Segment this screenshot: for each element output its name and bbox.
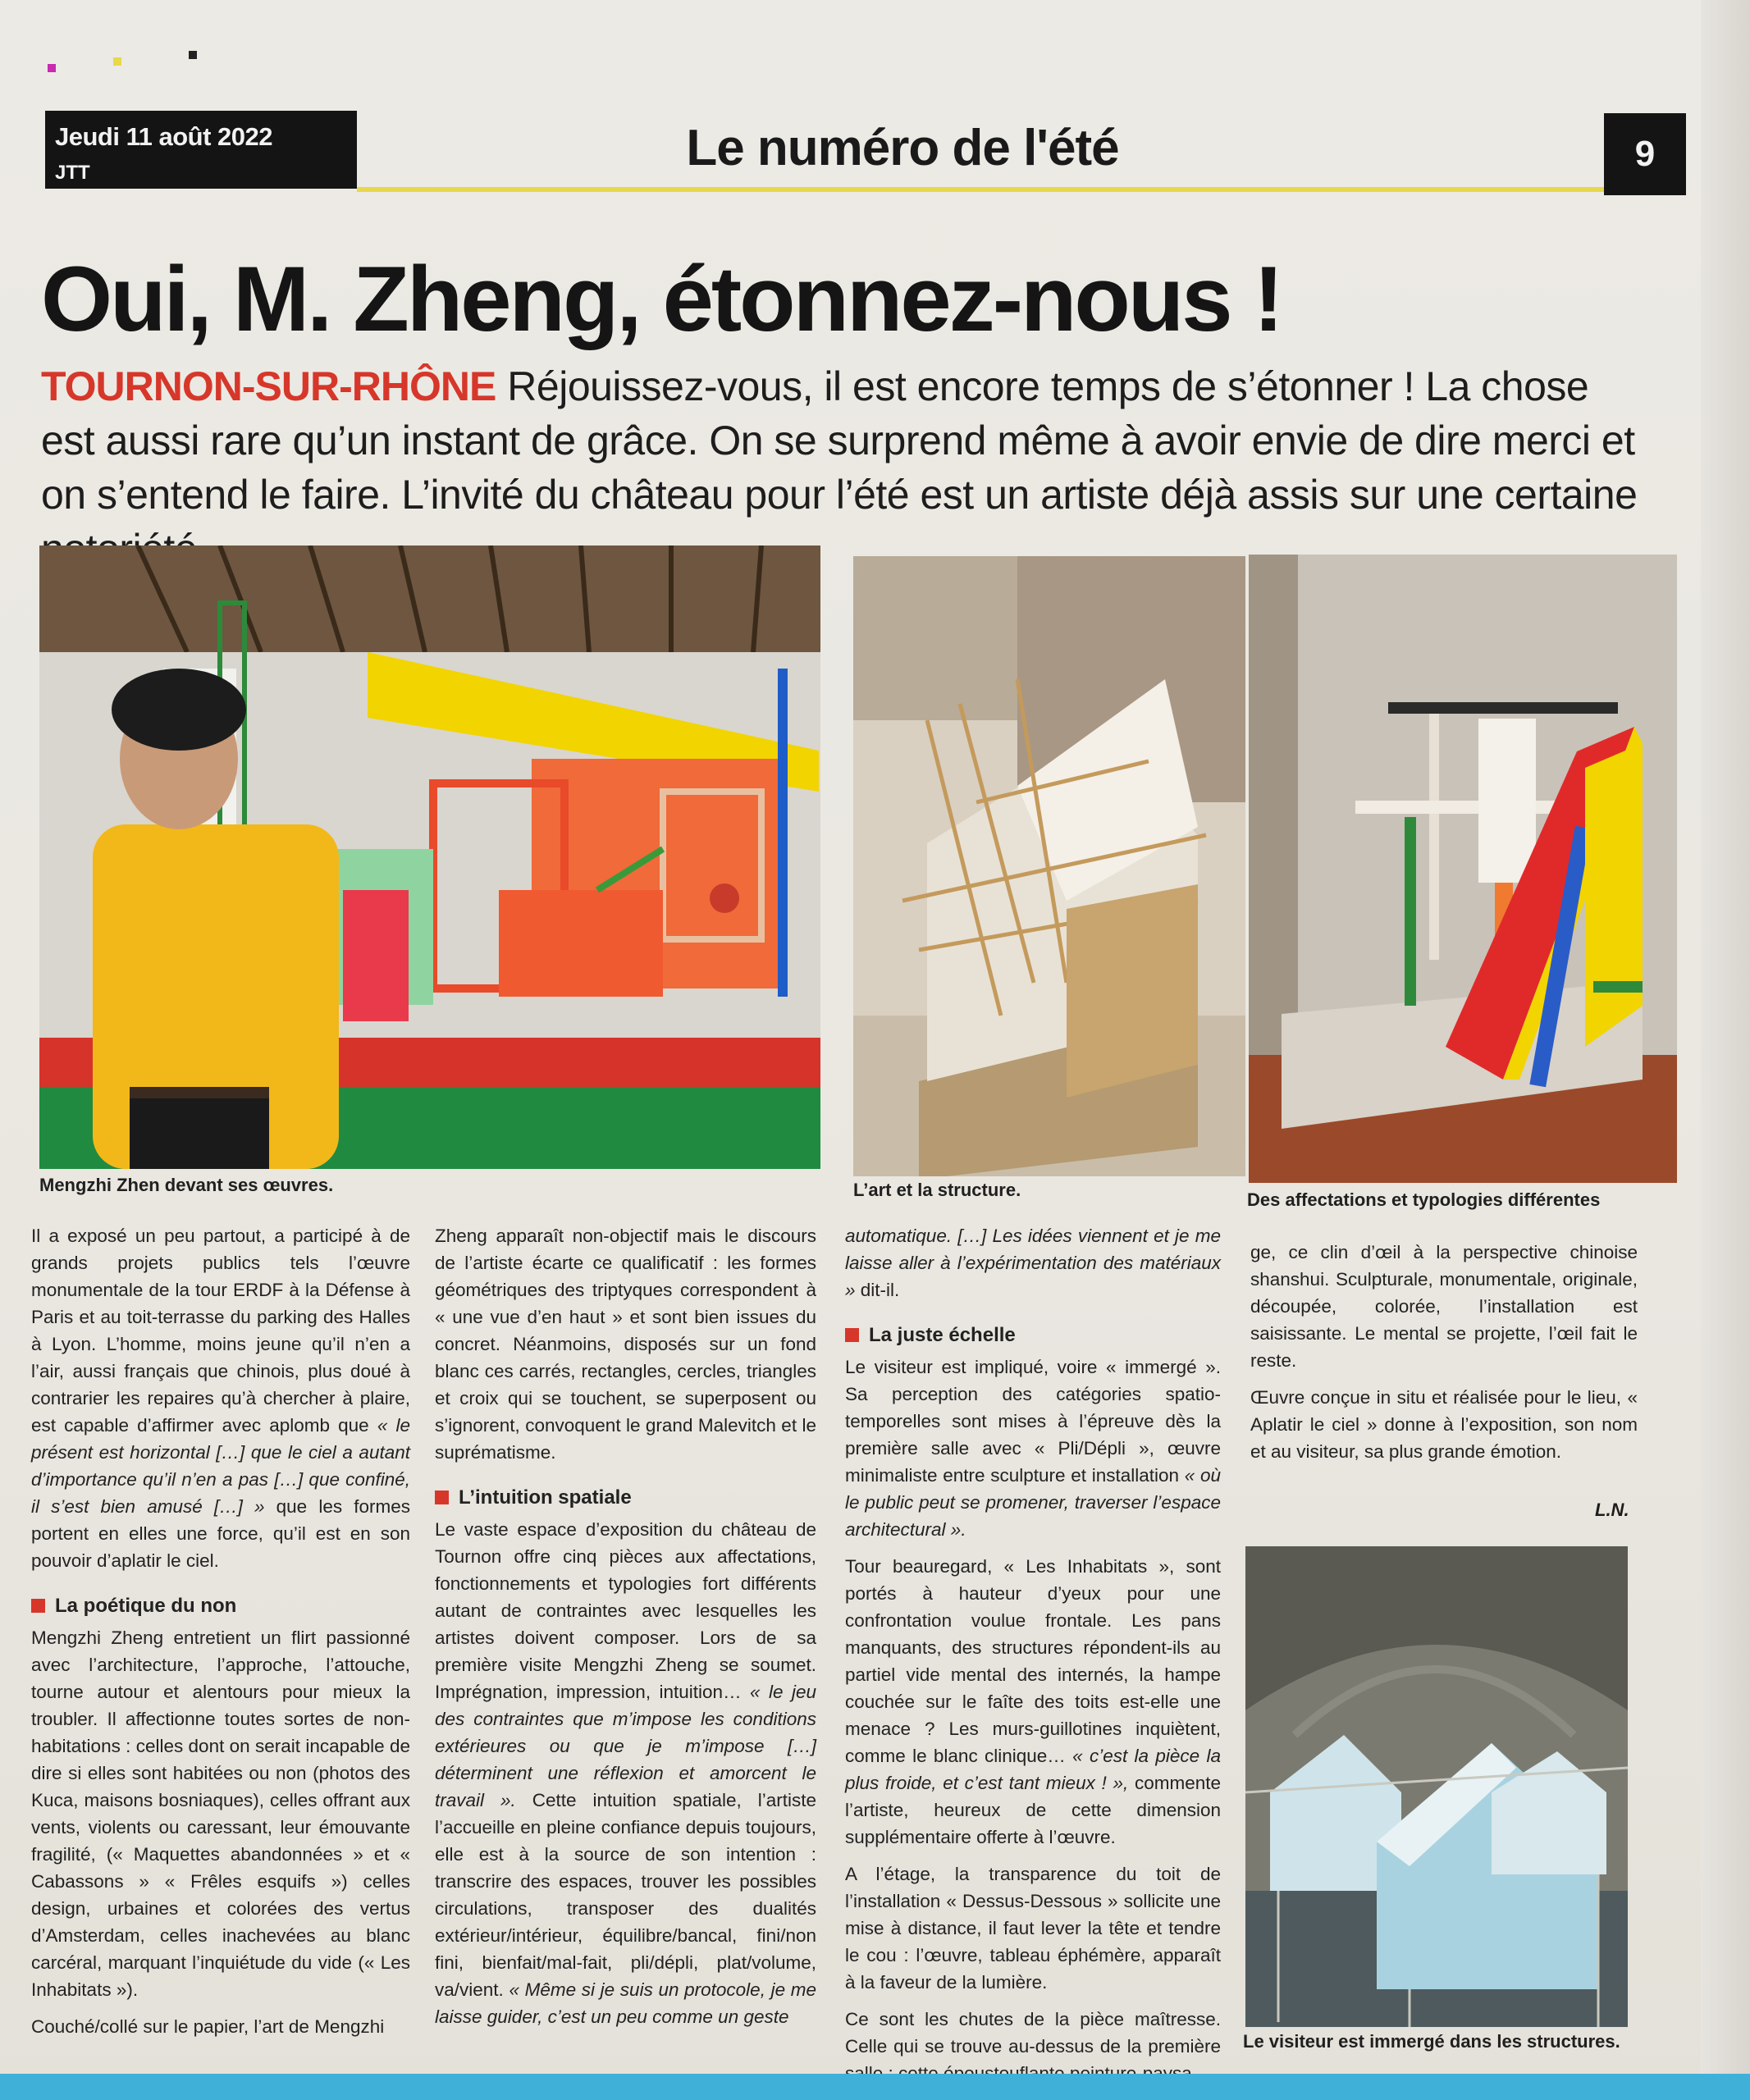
header-date-block (45, 111, 357, 189)
print-mark (189, 51, 197, 59)
photo-structure (853, 556, 1245, 1176)
paragraph: Zheng apparaît non-objectif mais le discours de l’artiste écarte ce qualificatif : les formes géométriques des triptyques correspondent à « une vue d’en haut » et sont bien issues du concret. Néanmoins, disposés sur un fond blanc ces carrés, rectangles, cercles, triangles et croix qui se touchent, se superposent ou s’ignorent, convoquent le grand Malevitch et le suprématisme. (435, 1226, 816, 1463)
article-column-1 (31, 1222, 410, 2040)
photo-sculpture (1249, 555, 1677, 1183)
paragraph: Couché/collé sur le papier, l’art de Mengzhi (31, 2016, 385, 2037)
page-number: 9 (1604, 113, 1686, 195)
paragraph: Le visiteur est impliqué, voire « immergé ». Sa perception des catégories spatio-temporelles sont mises à l’épreuve dès la première salle avec « Pli/Dépli », œuvre minimaliste entre sculpture et installation « où le public peut se promener, traverser l’espace architectural ». (845, 1357, 1221, 1540)
lead-text: Réjouissez-vous, il est encore temps de s’étonner ! La chose est aussi rare qu’un instant de grâce. On se surprend même à avoir envie de dire merci et on s’entend le faire. L’invité du château pour l’été est un artiste déjà assis sur une certaine (41, 363, 1638, 518)
paragraph: A l’étage, la transparence du toit de l’installation « Dessus-Dessous » sollicite une mise à distance, il faut lever la tête et tendre le cou : l’œuvre, tableau éphémère, apparaît à la faveur de la lumière. (845, 1864, 1221, 1993)
author-signature: L.N. (1595, 1500, 1629, 1520)
print-mark (113, 57, 121, 66)
photo-caption: Mengzhi Zhen devant ses œuvres. (39, 1175, 334, 1195)
paragraph: Il a exposé un peu partout, a participé à de grands projets publics tels l’œuvre monumentale de la tour ERDF à la Défense à Paris et au toit-terrasse du parking des Halles à Lyon. L’homme, moins jeune qu’il n’en a l’air, aussi français que chinois, plus doué à contrarier les repaires qu’à chercher à plaire, est capable d’affirmer avec aplomb que « le présent est horizontal […] que le ciel a autant d’importance qu’il n’en a pas […] que confiné, il s’est bien amusé […] » que les formes portent en elles une force, qu’il est en son pouvoir d’aplatir le ciel. (31, 1226, 410, 1571)
article-column-2 (435, 1222, 816, 2030)
subheading: La poétique du non (31, 1592, 410, 1619)
paragraph: Œuvre conçue in situ et réalisée pour le lieu, « Aplatir le ciel » donne à l’exposition, son nom et au visiteur, sa plus grande émotion. (1250, 1387, 1638, 1462)
print-mark (48, 64, 56, 72)
article-kicker: TOURNON-SUR-RHÔNE (41, 363, 496, 409)
subheading-marker (31, 1599, 45, 1613)
paragraph: ge, ce clin d’œil à la perspective chinoise shanshui. Sculpturale, monumentale, originale, découpée, colorée, l’installation est saisissante. Le mental se projette, l’œil fait le reste. (1250, 1242, 1638, 1371)
header-rule (357, 187, 1604, 192)
article-lead (41, 359, 1649, 576)
subheading: L’intuition spatiale (435, 1484, 816, 1511)
paragraph: Le vaste espace d’exposition du château de Tournon offre cinq pièces aux affectations, fonctionnements et typologies fort différents autant de contraintes avec lesquelles les artistes doivent composer. Lors de sa première visite Mengzhi Zheng se soumet. Imprégnation, impression, intuition… « le jeu des contraintes que m’impose les conditions extérieures ou que je m’impose […] déterminent une réflexion et amorcent le travail ». Cette intuition spatiale, l’artiste l’accueille en pleine confiance depuis toujours, elle est à la source de son intention : transcrire des espaces, trouver les possibles circulations, transposer des dualités extérieur/intérieur, équilibre/bancal, fini/non fini, bienfait/mal-fait, pli/dépli, plat/volume, va/vient. « Même si je suis un protocole, je me laisse guider, c’est un peu comme un geste (435, 1519, 816, 2027)
page-edge (1701, 0, 1750, 2100)
publication-name: JTT (55, 162, 90, 184)
paragraph: Ce sont les chutes de la pièce maîtresse. Celle qui se trouve au-dessus de la première (845, 2009, 1221, 2057)
issue-date: Jeudi 11 août 2022 (55, 122, 272, 151)
bottom-color-strip (0, 2074, 1750, 2100)
photo-caption: Des affectations et typologies différentes (1247, 1189, 1601, 1210)
paragraph: Mengzhi Zheng entretient un flirt passionné avec l’architecture, l’approche, l’attouche, tourne autour et alentours pour mieux la troubler. Il affectionne toutes sortes de non-habitations : celles dont on serait incapable de dire si elles sont habitées ou non (photos des Kuca, maisons bosniaques), celles offrant aux vents, violents ou caressant, leur émouvante fragilité, (« Maquettes abandonnées » et « Cabassons » « Frêles esquifs ») celles design, urbaines et colorées des vertus d’Amsterdam, celles inachevées au blanc carcéral, marquant l’inquiétude du vide (« Les Inhabitats »). (31, 1628, 410, 2000)
section-title: Le numéro de l'été (686, 120, 1119, 176)
paragraph: automatique. […] Les idées viennent et je me laisse aller à l’expérimentation des matériaux » dit-il. (845, 1226, 1221, 1300)
subheading: La juste échelle (845, 1322, 1221, 1349)
photo-caption: Le visiteur est immergé dans les structures. (1243, 2031, 1620, 2052)
article-headline: Oui, M. Zheng, étonnez-nous ! (41, 248, 1282, 350)
paragraph: Tour beauregard, « Les Inhabitats », sont portés à hauteur d’yeux pour une confrontation voulue frontale. Les pans manquants, des structures répondent-ils au partiel vide mental des internés, la hampe couchée sur le faîte des toits est-elle une menace ? Les murs-guillotines inquiètent, comme le blanc clinique… « c’est la pièce la plus froide, et c’est tant mieux ! », commente l’artiste, heureux de cette dimension supplémentaire offerte à l’œuvre. (845, 1556, 1221, 1847)
photo-caption: L’art et la structure. (853, 1180, 1021, 1200)
article-column-4 (1250, 1239, 1638, 1465)
photo-immersive (1245, 1546, 1628, 2027)
subheading-marker (435, 1491, 449, 1504)
photo-artist (39, 546, 820, 1169)
article-column-3 (845, 1222, 1221, 2087)
subheading-marker (845, 1328, 859, 1342)
